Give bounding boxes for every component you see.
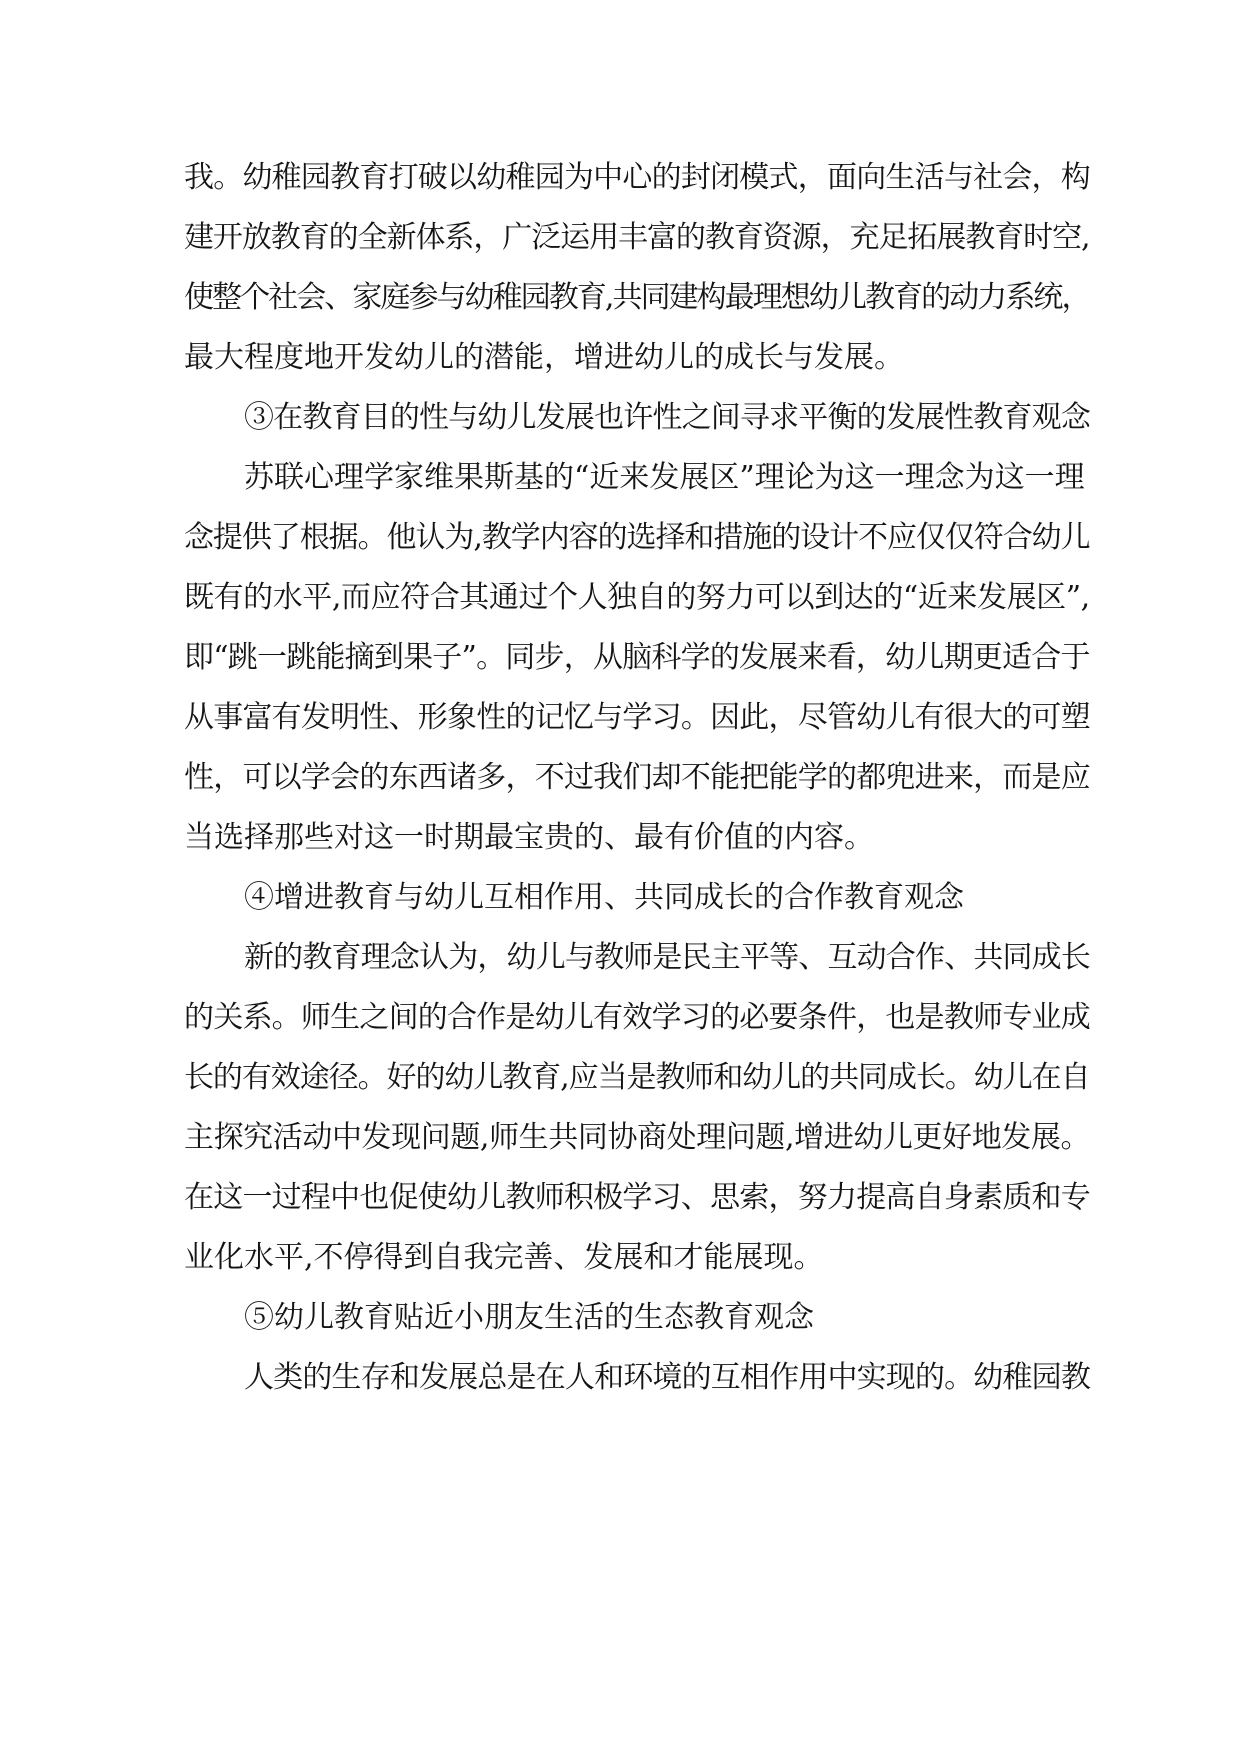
- text-line: 长的有效途径。好的幼儿教育,应当是教师和幼儿的共同成长。幼儿在自: [184, 1060, 1090, 1095]
- text-line: 最大程度地开发幼儿的潜能，增进幼儿的成长与发展。: [184, 340, 904, 375]
- paragraph-first-line: 苏联心理学家维果斯基的“近来发展区”理论为这一理念为这一理: [244, 460, 1085, 495]
- text-line: 性，可以学会的东西诸多，不过我们却不能把能学的都兜进来，而是应: [184, 760, 1090, 795]
- text-line: 从事富有发明性、形象性的记忆与学习。因此，尽管幼儿有很大的可塑: [184, 700, 1090, 735]
- text-line: 当选择那些对这一时期最宝贵的、最有价值的内容。: [184, 820, 874, 855]
- paragraph-first-line: 人类的生存和发展总是在人和环境的互相作用中实现的。幼稚园教: [244, 1360, 1090, 1395]
- text-line: 我。幼稚园教育打破以幼稚园为中心的封闭模式，面向生活与社会，构: [184, 160, 1090, 195]
- text-line: 业化水平,不停得到自我完善、发展和才能展现。: [184, 1240, 824, 1275]
- text-line: 的关系。师生之间的合作是幼儿有效学习的必要条件，也是教师专业成: [184, 1000, 1090, 1035]
- paragraph-first-line: 新的教育理念认为，幼儿与教师是民主平等、互动合作、共同成长: [244, 940, 1090, 975]
- text-line: 主探究活动中发现问题,师生共同协商处理问题,增进幼儿更好地发展。: [184, 1120, 1091, 1155]
- text-line: 念提供了根据。他认为,教学内容的选择和措施的设计不应仅仅符合幼儿: [184, 520, 1090, 555]
- paragraph-first-line: ④增进教育与幼儿互相作用、共同成长的合作教育观念: [244, 880, 964, 915]
- text-line: 建开放教育的全新体系，广泛运用丰富的教育资源，充足拓展教育时空,: [184, 220, 1090, 255]
- text-line: 既有的水平,而应符合其通过个人独自的努力可以到达的“近来发展区”,: [184, 580, 1090, 615]
- text-line: 在这一过程中也促使幼儿教师积极学习、思索，努力提高自身素质和专: [184, 1180, 1090, 1215]
- paragraph-first-line: ⑤幼儿教育贴近小朋友生活的生态教育观念: [244, 1300, 814, 1335]
- text-line: 使整个社会、家庭参与幼稚园教育,共同建构最理想幼儿教育的动力系统，: [184, 280, 1090, 315]
- text-line: 即“跳一跳能摘到果子”。同步，从脑科学的发展来看，幼儿期更适合于: [184, 640, 1090, 675]
- document-page: [184, 148, 1090, 1408]
- paragraph-first-line: ③在教育目的性与幼儿发展也许性之间寻求平衡的发展性教育观念: [244, 400, 1090, 435]
